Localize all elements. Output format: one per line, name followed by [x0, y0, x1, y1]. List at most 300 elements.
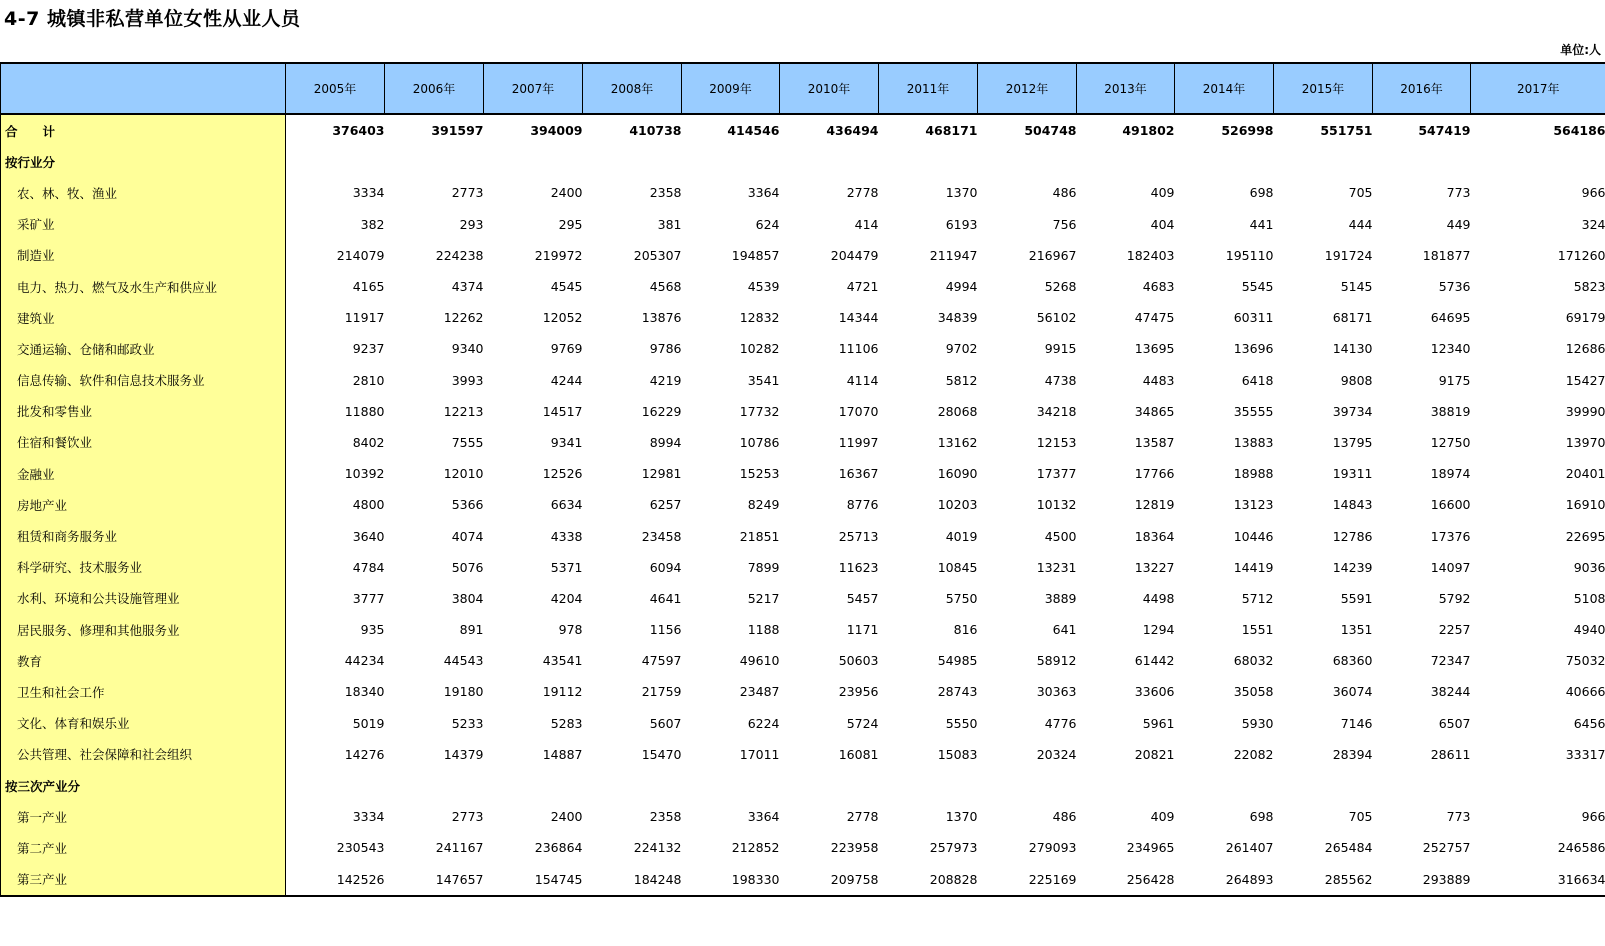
value-cell: 61442 [1134, 653, 1175, 669]
value-cell [978, 770, 1077, 801]
value-cell: 47597 [641, 653, 682, 669]
value-cell: 30363 [1036, 684, 1077, 700]
value-cell: 4204 [550, 590, 583, 606]
value-cell: 5108 [1573, 590, 1605, 606]
value-cell: 6456 [1573, 715, 1605, 731]
value-cell: 22695 [1565, 528, 1605, 544]
row-label: 建筑业 [1, 302, 286, 333]
value-cell: 381 [657, 216, 682, 232]
row-label: 信息传输、软件和信息技术服务业 [1, 365, 286, 396]
value-cell: 11917 [344, 310, 385, 326]
row-label: 水利、环境和公共设施管理业 [1, 583, 286, 614]
value-cell: 208828 [879, 864, 978, 896]
value-cell: 966 [1581, 809, 1605, 825]
row-label: 教育 [1, 645, 286, 676]
value-cell: 5371 [550, 559, 583, 575]
value-cell: 698 [1249, 809, 1274, 825]
value-cell: 34839 [937, 310, 978, 326]
value-cell: 978 [558, 622, 583, 638]
value-cell [1373, 770, 1471, 801]
value-cell: 14130 [1332, 341, 1373, 357]
value-cell: 12010 [443, 466, 484, 482]
row-label: 批发和零售业 [1, 396, 286, 427]
value-cell: 54985 [937, 653, 978, 669]
row-label: 金融业 [1, 458, 286, 489]
row-label: 交通运输、仓储和邮政业 [1, 333, 286, 364]
value-cell: 10786 [739, 434, 780, 450]
value-cell: 1551 [1241, 622, 1274, 638]
value-cell [286, 146, 385, 177]
value-cell: 19112 [542, 684, 583, 700]
table-row [1, 365, 1605, 396]
value-cell: 23458 [641, 528, 682, 544]
value-cell: 35058 [1233, 684, 1274, 700]
value-cell: 285562 [1274, 864, 1373, 896]
value-cell: 38819 [1430, 403, 1471, 419]
row-label: 卫生和社会工作 [1, 676, 286, 707]
value-cell: 9702 [945, 341, 978, 357]
value-cell: 3640 [352, 528, 385, 544]
value-cell: 14344 [838, 310, 879, 326]
value-cell [978, 146, 1077, 177]
value-cell: 75032 [1565, 653, 1605, 669]
value-cell [286, 770, 385, 801]
value-cell: 5712 [1241, 590, 1274, 606]
value-cell: 17011 [739, 746, 780, 762]
value-cell: 23487 [739, 684, 780, 700]
value-cell: 773 [1446, 185, 1471, 201]
value-cell: 4338 [550, 528, 583, 544]
year-header: 2011年 [879, 63, 978, 114]
value-cell: 10203 [937, 497, 978, 513]
value-cell: 43541 [542, 653, 583, 669]
value-cell: 3334 [352, 185, 385, 201]
row-label: 按三次产业分 [1, 770, 286, 801]
value-cell: 4498 [1142, 590, 1175, 606]
value-cell: 564186 [1553, 123, 1605, 139]
value-cell: 12750 [1430, 434, 1471, 450]
value-cell: 8776 [846, 497, 879, 513]
value-cell: 261407 [1225, 840, 1274, 856]
value-cell: 212852 [731, 840, 780, 856]
value-cell: 12686 [1565, 341, 1605, 357]
value-cell: 3889 [1044, 590, 1077, 606]
value-cell: 293 [459, 216, 484, 232]
row-label: 租赁和商务服务业 [1, 520, 286, 551]
value-cell: 11997 [838, 434, 879, 450]
value-cell [484, 146, 583, 177]
value-cell: 211947 [929, 247, 978, 263]
value-cell: 5145 [1340, 279, 1373, 295]
value-cell: 22082 [1233, 746, 1274, 762]
value-cell: 324 [1581, 216, 1605, 232]
row-label: 电力、热力、燃气及水生产和供应业 [1, 271, 286, 302]
value-cell: 9915 [1044, 341, 1077, 357]
value-cell: 4738 [1044, 372, 1077, 388]
value-cell: 5812 [945, 372, 978, 388]
table-title: 4-7 城镇非私营单位女性从业人员 [4, 8, 301, 30]
value-cell: 147657 [385, 864, 484, 896]
value-cell: 4165 [352, 279, 385, 295]
value-cell: 15427 [1565, 372, 1605, 388]
value-cell: 3334 [352, 809, 385, 825]
value-cell: 4994 [945, 279, 978, 295]
value-cell: 4539 [747, 279, 780, 295]
row-label: 房地产业 [1, 489, 286, 520]
value-cell: 705 [1348, 809, 1373, 825]
value-cell: 9341 [550, 434, 583, 450]
value-cell: 9769 [550, 341, 583, 357]
value-cell: 2778 [846, 185, 879, 201]
value-cell: 6507 [1438, 715, 1471, 731]
value-cell: 252757 [1422, 840, 1471, 856]
value-cell: 391597 [431, 123, 484, 139]
value-cell: 16081 [838, 746, 879, 762]
value-cell: 441 [1249, 216, 1274, 232]
value-cell: 257973 [929, 840, 978, 856]
value-cell: 264893 [1175, 864, 1274, 896]
value-cell: 5076 [451, 559, 484, 575]
value-cell: 8402 [352, 434, 385, 450]
value-cell: 265484 [1324, 840, 1373, 856]
value-cell: 279093 [1028, 840, 1077, 856]
value-cell [1274, 146, 1373, 177]
value-cell: 17070 [838, 403, 879, 419]
value-cell: 2400 [550, 185, 583, 201]
table-row [1, 614, 1605, 645]
data-table [0, 62, 1605, 897]
value-cell: 14517 [542, 403, 583, 419]
value-cell: 6257 [649, 497, 682, 513]
value-cell: 4219 [649, 372, 682, 388]
value-cell: 17376 [1430, 528, 1471, 544]
value-cell: 23956 [838, 684, 879, 700]
value-cell: 756 [1052, 216, 1077, 232]
value-cell: 18340 [344, 684, 385, 700]
value-cell: 12786 [1332, 528, 1373, 544]
value-cell: 2773 [451, 809, 484, 825]
row-label: 第三产业 [1, 864, 286, 896]
value-cell: 4019 [945, 528, 978, 544]
row-label: 采矿业 [1, 209, 286, 240]
value-cell: 198330 [682, 864, 780, 896]
value-cell: 5268 [1044, 279, 1077, 295]
year-header: 2008年 [583, 63, 682, 114]
value-cell: 204479 [830, 247, 879, 263]
value-cell: 58912 [1036, 653, 1077, 669]
value-cell: 4784 [352, 559, 385, 575]
value-cell: 5019 [352, 715, 385, 731]
value-cell: 60311 [1233, 310, 1274, 326]
table-row [1, 583, 1605, 614]
value-cell: 40666 [1565, 684, 1605, 700]
value-cell: 236864 [534, 840, 583, 856]
value-cell: 12213 [443, 403, 484, 419]
value-cell: 5550 [945, 715, 978, 731]
value-cell: 35555 [1233, 403, 1274, 419]
value-cell: 9237 [352, 341, 385, 357]
value-cell: 13876 [641, 310, 682, 326]
value-cell: 2358 [649, 185, 682, 201]
value-cell [583, 770, 682, 801]
row-label: 文化、体育和娱乐业 [1, 708, 286, 739]
value-cell: 2257 [1438, 622, 1471, 638]
value-cell: 436494 [826, 123, 879, 139]
value-cell: 68171 [1332, 310, 1373, 326]
table-row [1, 708, 1605, 739]
value-cell: 12052 [542, 310, 583, 326]
value-cell: 230543 [336, 840, 385, 856]
value-cell: 5591 [1340, 590, 1373, 606]
value-cell: 33317 [1565, 746, 1605, 762]
value-cell: 191724 [1324, 247, 1373, 263]
value-cell [484, 770, 583, 801]
value-cell: 14276 [344, 746, 385, 762]
value-cell: 12819 [1134, 497, 1175, 513]
value-cell: 16367 [838, 466, 879, 482]
value-cell: 4500 [1044, 528, 1077, 544]
value-cell: 13696 [1233, 341, 1274, 357]
value-cell: 12981 [641, 466, 682, 482]
value-cell: 28394 [1332, 746, 1373, 762]
value-cell: 11623 [838, 559, 879, 575]
value-cell: 409 [1150, 185, 1175, 201]
value-cell: 5750 [945, 590, 978, 606]
value-cell: 449 [1446, 216, 1471, 232]
value-cell: 13231 [1036, 559, 1077, 575]
value-cell [879, 770, 978, 801]
value-cell: 816 [953, 622, 978, 638]
value-cell: 12832 [739, 310, 780, 326]
value-cell: 224132 [633, 840, 682, 856]
value-cell: 2400 [550, 809, 583, 825]
value-cell: 5283 [550, 715, 583, 731]
year-header: 2016年 [1373, 63, 1471, 114]
value-cell: 181877 [1422, 247, 1471, 263]
value-cell: 205307 [633, 247, 682, 263]
value-cell [780, 146, 879, 177]
value-cell: 256428 [1077, 864, 1175, 896]
table-row [1, 240, 1605, 271]
value-cell: 11880 [344, 403, 385, 419]
value-cell: 18988 [1233, 466, 1274, 482]
value-cell: 64695 [1430, 310, 1471, 326]
row-label: 住宿和餐饮业 [1, 427, 286, 458]
value-cell: 705 [1348, 185, 1373, 201]
value-cell: 19311 [1332, 466, 1373, 482]
value-cell: 28743 [937, 684, 978, 700]
value-cell: 47475 [1134, 310, 1175, 326]
value-cell: 5457 [846, 590, 879, 606]
year-header: 2009年 [682, 63, 780, 114]
value-cell: 1156 [649, 622, 682, 638]
value-cell: 14379 [443, 746, 484, 762]
header-row [1, 63, 1605, 114]
value-cell: 209758 [780, 864, 879, 896]
value-cell: 444 [1348, 216, 1373, 232]
value-cell: 5792 [1438, 590, 1471, 606]
table-row [1, 645, 1605, 676]
value-cell: 486 [1052, 809, 1077, 825]
value-cell: 36074 [1332, 684, 1373, 700]
value-cell: 18364 [1134, 528, 1175, 544]
value-cell: 12262 [443, 310, 484, 326]
value-cell: 15253 [739, 466, 780, 482]
value-cell: 34218 [1036, 403, 1077, 419]
value-cell: 39734 [1332, 403, 1373, 419]
value-cell [583, 146, 682, 177]
value-cell: 21759 [641, 684, 682, 700]
table-row [1, 739, 1605, 770]
value-cell: 394009 [530, 123, 583, 139]
year-header: 2007年 [484, 63, 583, 114]
table-row [1, 458, 1605, 489]
value-cell: 224238 [435, 247, 484, 263]
value-cell: 3364 [747, 809, 780, 825]
value-cell: 223958 [830, 840, 879, 856]
value-cell: 5823 [1573, 279, 1605, 295]
value-cell: 1370 [945, 185, 978, 201]
value-cell: 16910 [1565, 497, 1605, 513]
row-label: 合 计 [1, 114, 286, 146]
table-row [1, 864, 1605, 896]
value-cell: 20401 [1565, 466, 1605, 482]
value-cell: 891 [459, 622, 484, 638]
value-cell: 3993 [451, 372, 484, 388]
value-cell: 12153 [1036, 434, 1077, 450]
value-cell: 13123 [1233, 497, 1274, 513]
value-cell: 13795 [1332, 434, 1373, 450]
value-cell: 414 [854, 216, 879, 232]
value-cell: 1351 [1340, 622, 1373, 638]
section-row [1, 770, 1605, 801]
value-cell: 4545 [550, 279, 583, 295]
value-cell: 414546 [727, 123, 780, 139]
value-cell: 5930 [1241, 715, 1274, 731]
table-row [1, 520, 1605, 551]
value-cell: 28611 [1430, 746, 1471, 762]
value-cell: 486 [1052, 185, 1077, 201]
value-cell: 182403 [1126, 247, 1175, 263]
value-cell [1274, 770, 1373, 801]
value-cell: 382 [360, 216, 385, 232]
value-cell: 20821 [1134, 746, 1175, 762]
value-cell: 10132 [1036, 497, 1077, 513]
value-cell: 4483 [1142, 372, 1175, 388]
row-label: 居民服务、修理和其他服务业 [1, 614, 286, 645]
value-cell [682, 770, 780, 801]
value-cell: 10392 [344, 466, 385, 482]
year-header: 2012年 [978, 63, 1077, 114]
table-body [1, 114, 1605, 896]
value-cell: 34865 [1134, 403, 1175, 419]
value-cell: 15470 [641, 746, 682, 762]
value-cell: 18974 [1430, 466, 1471, 482]
value-cell: 698 [1249, 185, 1274, 201]
value-cell: 50603 [838, 653, 879, 669]
value-cell: 624 [755, 216, 780, 232]
table-row [1, 676, 1605, 707]
value-cell: 15083 [937, 746, 978, 762]
table-row [1, 832, 1605, 863]
table-row [1, 427, 1605, 458]
value-cell: 4244 [550, 372, 583, 388]
value-cell: 773 [1446, 809, 1471, 825]
value-cell: 56102 [1036, 310, 1077, 326]
year-header: 2013年 [1077, 63, 1175, 114]
value-cell: 194857 [731, 247, 780, 263]
value-cell: 14843 [1332, 497, 1373, 513]
value-cell: 9175 [1438, 372, 1471, 388]
year-header: 2010年 [780, 63, 879, 114]
value-cell: 9036 [1573, 559, 1605, 575]
value-cell: 9340 [451, 341, 484, 357]
value-cell: 5233 [451, 715, 484, 731]
value-cell: 33606 [1134, 684, 1175, 700]
value-cell: 214079 [336, 247, 385, 263]
value-cell: 13162 [937, 434, 978, 450]
table-row [1, 801, 1605, 832]
value-cell: 246586 [1557, 840, 1605, 856]
value-cell: 4940 [1573, 622, 1605, 638]
value-cell: 10845 [937, 559, 978, 575]
year-header: 2006年 [385, 63, 484, 114]
value-cell: 241167 [435, 840, 484, 856]
value-cell: 3777 [352, 590, 385, 606]
value-cell: 49610 [739, 653, 780, 669]
value-cell: 966 [1581, 185, 1605, 201]
value-cell [1471, 146, 1605, 177]
unit-label: 单位:人 [1560, 43, 1601, 57]
value-cell: 184248 [583, 864, 682, 896]
year-header: 2015年 [1274, 63, 1373, 114]
value-cell: 4800 [352, 497, 385, 513]
value-cell: 4568 [649, 279, 682, 295]
value-cell: 154745 [484, 864, 583, 896]
value-cell: 4074 [451, 528, 484, 544]
row-label: 制造业 [1, 240, 286, 271]
value-cell: 4114 [846, 372, 879, 388]
value-cell: 491802 [1122, 123, 1175, 139]
row-label: 按行业分 [1, 146, 286, 177]
value-cell: 72347 [1430, 653, 1471, 669]
value-cell: 17377 [1036, 466, 1077, 482]
value-cell: 6634 [550, 497, 583, 513]
value-cell [385, 770, 484, 801]
table-row [1, 333, 1605, 364]
value-cell: 293889 [1373, 864, 1471, 896]
year-header: 2005年 [286, 63, 385, 114]
value-cell: 44543 [443, 653, 484, 669]
value-cell: 68032 [1233, 653, 1274, 669]
value-cell: 295 [558, 216, 583, 232]
value-cell: 234965 [1126, 840, 1175, 856]
table-row [1, 396, 1605, 427]
total-row [1, 114, 1605, 146]
value-cell: 8249 [747, 497, 780, 513]
value-cell: 8994 [649, 434, 682, 450]
value-cell: 5607 [649, 715, 682, 731]
row-label: 农、林、牧、渔业 [1, 177, 286, 208]
table-row [1, 489, 1605, 520]
value-cell: 10282 [739, 341, 780, 357]
value-cell: 25713 [838, 528, 879, 544]
value-cell: 3541 [747, 372, 780, 388]
value-cell: 68360 [1332, 653, 1373, 669]
value-cell [385, 146, 484, 177]
value-cell: 16229 [641, 403, 682, 419]
value-cell: 219972 [534, 247, 583, 263]
